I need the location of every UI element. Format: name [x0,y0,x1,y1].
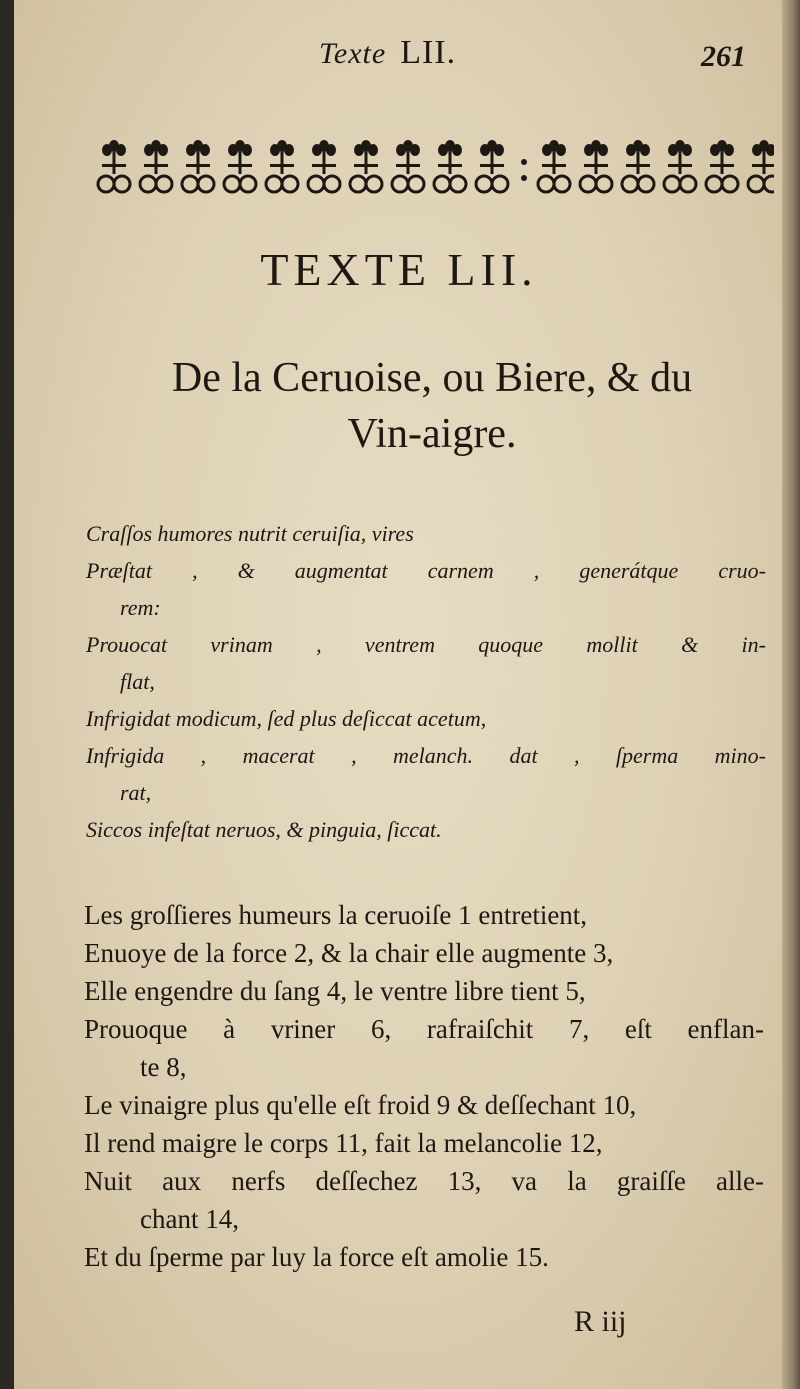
fleuron-icon [748,140,774,192]
fleuron-icon [622,140,654,192]
french-line: te 8, [140,1052,187,1082]
latin-line: Craſſos humores nutrit ceruiſia, vires [86,521,414,546]
latin-line: Infrigida , macerat , melanch. dat , ſperma mino- [86,743,766,768]
french-verse [84,896,764,1276]
latin-verse [86,515,766,848]
latin-line: Infrigidat modicum, ſed plus deſiccat acetum, [86,706,487,731]
french-line: Nuit aux nerfs deſſechez 13, va la graiſſe alle- [84,1166,764,1196]
french-line: Les groſſieres humeurs la ceruoiſe 1 entretient, [84,900,588,930]
french-line: Enuoye de la force 2, & la chair elle augmente 3, [84,938,614,968]
book-page [14,0,784,1389]
section-title-line-1: De la Ceruoise, ou Biere, & du [171,355,693,401]
fleuron-icon [350,140,382,192]
latin-line: Præſtat , & augmentat carnem , generátque cruo- [86,558,766,583]
running-label: Texte [319,37,387,70]
latin-line: rem: [120,595,161,620]
french-line: Le vinaigre plus qu'elle eſt froid 9 & deſſechant 10, [84,1090,637,1120]
section-title-line-2: Vin-aigre. [347,411,517,457]
fleuron-icon [434,140,466,192]
french-line: chant 14, [140,1204,239,1234]
fleuron-icon [392,140,424,192]
fleuron-ornament-band [94,140,774,196]
fleuron-icon [224,140,256,192]
section-title [110,350,754,462]
french-line: Il rend maigre le corps 11, fait la melancolie 12, [84,1128,603,1158]
latin-line: Prouocat vrinam , ventrem quoque mollit & in- [86,632,766,657]
running-number: LII. [400,34,457,71]
page-edge-shadow [782,0,800,1389]
fleuron-icon [308,140,340,192]
fleuron-icon [266,140,298,192]
page-number: 261 [701,40,746,73]
chapter-title: TEXTE LII. [260,244,538,295]
french-line: Elle engendre du ſang 4, le ventre libre tient 5, [84,976,586,1006]
french-line: Prouoque à vriner 6, rafraiſchit 7, eſt enflan- [84,1014,764,1044]
running-head [14,28,784,78]
fleuron-icon [476,140,508,192]
fleuron-icon [182,140,214,192]
latin-line: rat, [120,780,152,805]
fleuron-icon [538,140,570,192]
fleuron-icon [98,140,130,192]
fleuron-icon [706,140,738,192]
signature-mark: R iij [574,1305,627,1338]
fleuron-icon [664,140,696,192]
running-title [319,34,456,72]
latin-line: Siccos infeſtat neruos, & pinguia, ſiccat. [86,817,442,842]
fleuron-icon [580,140,612,192]
french-line: Et du ſperme par luy la force eſt amolie 15. [84,1242,549,1272]
latin-line: flat, [120,669,155,694]
fleuron-icon [140,140,172,192]
